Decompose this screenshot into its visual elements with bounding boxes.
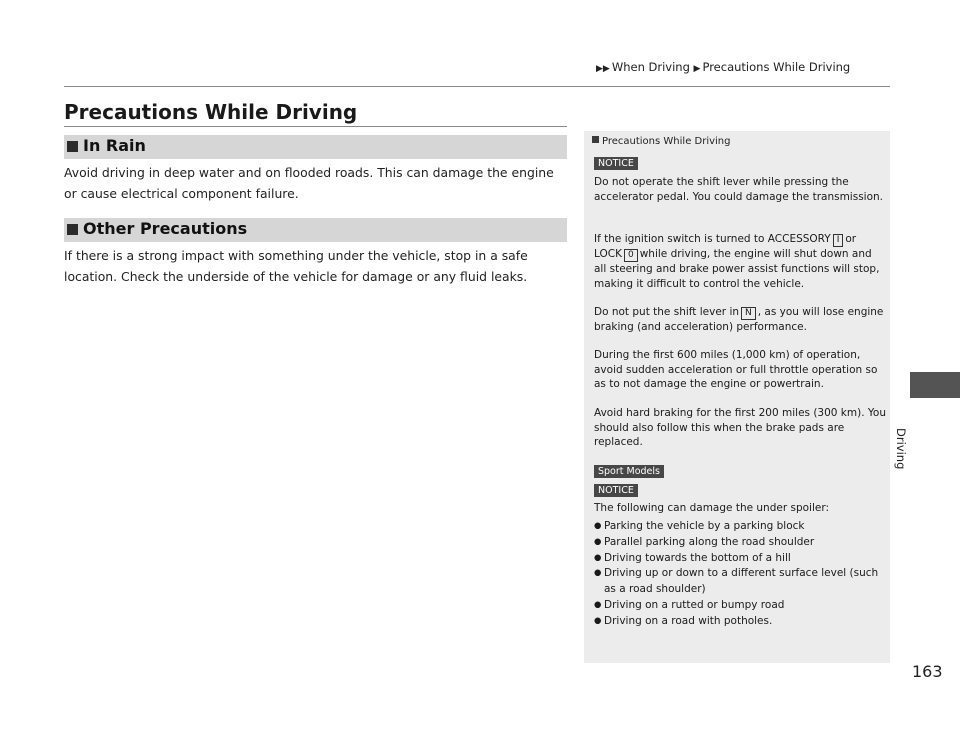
- braking-text: Avoid hard braking for the first 200 miles (300 km). You should also follow this when the brake pads are replaced.: [594, 407, 886, 448]
- section-heading-text: Other Precautions: [83, 219, 248, 238]
- neutral-text: Do not put the shift lever in N , as you will lose engine braking (and acceleration) performance.: [594, 306, 884, 333]
- break-in-text: During the first 600 miles (1,000 km) of operation, avoid sudden acceleration or full throttle operation so as to not damage the engine or powertrain.: [594, 349, 878, 390]
- square-bullet-icon: [67, 224, 78, 235]
- breadcrumb-item-current: Precautions While Driving: [702, 60, 851, 74]
- other-precautions-paragraph: If there is a strong impact with something under the vehicle, stop in a safe location. Check the underside of the vehicle for damage or any fluid leaks.: [64, 248, 528, 284]
- spoiler-intro: The following can damage the under spoiler:: [594, 502, 830, 514]
- note-marker-icon: [592, 136, 599, 143]
- breadcrumb: [596, 60, 850, 74]
- key-neutral-icon: N: [741, 307, 756, 320]
- section-heading-in-rain: [64, 135, 567, 159]
- section-heading-text: In Rain: [83, 136, 146, 155]
- sidebar-title: [592, 136, 731, 147]
- section-heading-other-precautions: [64, 218, 567, 242]
- square-bullet-icon: [67, 141, 78, 152]
- page-number: 163: [912, 662, 943, 681]
- list-item: ● Parking the vehicle by a parking block: [594, 519, 886, 535]
- list-item: ● Parallel parking along the road shoulder: [594, 535, 886, 551]
- key-lock-icon: 0: [624, 249, 638, 262]
- sidebar-note-panel: [584, 131, 890, 663]
- list-item: ● Driving on a road with potholes.: [594, 614, 886, 630]
- notice-badge-2: NOTICE: [594, 484, 638, 497]
- list-item: ● Driving on a rutted or bumpy road: [594, 598, 886, 614]
- chapter-tab-label: Driving: [894, 428, 908, 470]
- double-arrow-icon: ▶▶: [596, 64, 610, 74]
- header-rule: [64, 86, 890, 87]
- sport-models-badge: Sport Models: [594, 465, 664, 478]
- key-accessory-icon: I: [833, 234, 844, 247]
- list-item: ● Driving towards the bottom of a hill: [594, 551, 886, 567]
- notice-badge: NOTICE: [594, 157, 638, 170]
- title-rule: [64, 126, 567, 127]
- ignition-text: If the ignition switch is turned to ACCESSORY I or LOCK 0 while driving, the engine will shut down and all steering and brake power assist functions will stop, making it difficult to control the vehicle.: [594, 233, 880, 290]
- sidebar-title-text: Precautions While Driving: [602, 136, 731, 147]
- page-title: Precautions While Driving: [64, 100, 358, 124]
- in-rain-paragraph: Avoid driving in deep water and on flooded roads. This can damage the engine or cause electrical component failure.: [64, 165, 554, 201]
- notice-text: Do not operate the shift lever while pressing the accelerator pedal. You could damage the transmission.: [594, 176, 883, 203]
- list-item: ● Driving up or down to a different surface level (such as a road shoulder): [594, 566, 886, 598]
- chapter-tab[interactable]: [910, 372, 960, 398]
- arrow-icon: ▶: [693, 64, 701, 74]
- spoiler-list: [594, 519, 886, 630]
- breadcrumb-item-when-driving[interactable]: When Driving: [611, 60, 690, 74]
